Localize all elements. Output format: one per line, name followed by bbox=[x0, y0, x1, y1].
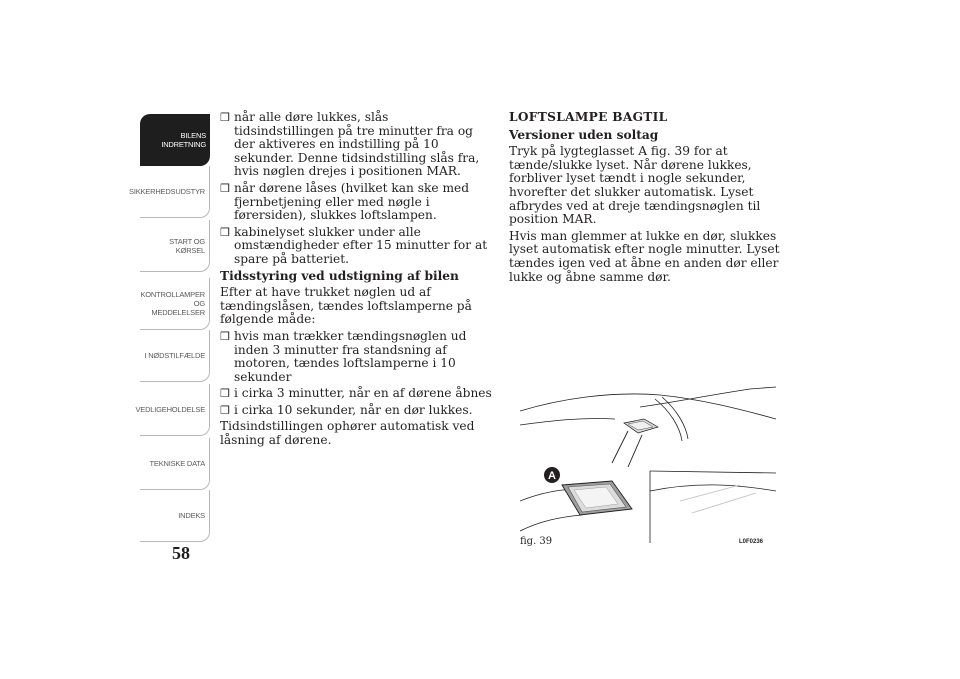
list-item bbox=[220, 182, 492, 223]
tab-label: TEKNISKE DATA bbox=[149, 459, 205, 468]
bullet-icon: ❒ bbox=[220, 403, 230, 417]
list-item bbox=[220, 226, 492, 267]
section-heading: Tidsstyring ved udstigning af bilen bbox=[220, 268, 459, 283]
tab-label: INDEKS bbox=[178, 511, 205, 520]
tab-label: I NØDSTILFÆLDE bbox=[144, 351, 205, 360]
list-item bbox=[220, 387, 492, 401]
callout-label: A bbox=[548, 470, 556, 482]
list-item-text: i cirka 10 sekunder, når en dør lukkes. bbox=[234, 402, 473, 417]
list-item-text: når dørene låses (hvilket kan ske med fjernbetjening eller med nøgle i førersiden), slukkes loftslampen. bbox=[234, 180, 470, 223]
list-item-text: når alle døre lukkes, slås tidsindstillingen på tre minutter fra og der aktiveres en indstilling på 10 sekunder. Denne tidsindstilling slås fra, hvis nøglen drejes i positionen MAR. bbox=[234, 110, 480, 179]
tab-label: KONTROLLAMPER OG MEDDELELSER bbox=[140, 290, 205, 317]
page-number: 58 bbox=[172, 543, 190, 563]
tab-kontrollamper[interactable] bbox=[140, 278, 210, 330]
figure-caption: fig. 39 bbox=[520, 536, 553, 547]
intro-paragraph: Efter at have trukket nøglen ud af tændingslåsen, tændes loftslamperne på følgende måde: bbox=[220, 285, 472, 327]
left-column bbox=[220, 111, 492, 451]
tab-indeks[interactable] bbox=[140, 490, 210, 542]
tab-label: BILENS INDRETNING bbox=[161, 131, 206, 149]
bullet-icon: ❒ bbox=[220, 329, 230, 343]
tab-label: SIKKERHEDSUDSTYR bbox=[129, 187, 205, 196]
list-item-text: i cirka 3 minutter, når en af dørene åbnes bbox=[234, 386, 492, 401]
list-item bbox=[220, 330, 492, 384]
tab-i-nodstilfaelde[interactable] bbox=[140, 330, 210, 382]
tab-vedligeholdelse[interactable] bbox=[135, 384, 210, 436]
figure-code: L0F0236 bbox=[739, 539, 764, 545]
tab-start-og-korsel[interactable] bbox=[140, 220, 210, 272]
bullet-icon: ❒ bbox=[220, 225, 230, 239]
tab-label: START OG KØRSEL bbox=[169, 236, 205, 255]
tab-bilens-indretning[interactable] bbox=[140, 114, 210, 166]
list-item-text: hvis man trækker tændingsnøglen ud inden 3 minutter fra standsning af motoren, tændes loftslamperne i 10 sekunder bbox=[234, 328, 467, 384]
paragraph: Tryk på lygteglasset A fig. 39 for at tænde/slukke lyset. Når dørene lukkes, forbliver lyset tændt i nogle sekunder, hvorefter det slukker automatisk. Lyset afbrydes ved at dreje tændingsnøglen til position MAR. bbox=[509, 144, 761, 227]
closing-paragraph: Tidsindstillingen ophører automatisk ved låsning af dørene. bbox=[220, 419, 475, 448]
tab-tekniske-data[interactable] bbox=[140, 438, 210, 490]
bullet-icon: ❒ bbox=[220, 387, 230, 401]
rear-ceiling-lamp-illustration bbox=[520, 381, 776, 543]
bullet-icon: ❒ bbox=[220, 181, 230, 195]
paragraph: Hvis man glemmer at lukke en dør, slukkes lyset automatisk efter nogle minutter. Lyset tændes igen ved at åbne en anden dør eller lukke og åbne samme dør. bbox=[509, 228, 780, 284]
tab-sikkerhedsudstyr[interactable] bbox=[129, 166, 210, 218]
section-subheading: Versioner uden soltag bbox=[509, 127, 659, 142]
bullet-icon: ❒ bbox=[220, 111, 230, 124]
section-title: LOFTSLAMPE BAGTIL bbox=[509, 110, 668, 124]
list-item-text: kabinelyset slukker under alle omstændigheder efter 15 minutter for at spare på batteriet. bbox=[234, 224, 488, 266]
tab-label: VEDLIGEHOLDELSE bbox=[135, 405, 205, 414]
right-column bbox=[509, 111, 781, 287]
list-item bbox=[220, 404, 492, 418]
list-item bbox=[220, 111, 492, 179]
